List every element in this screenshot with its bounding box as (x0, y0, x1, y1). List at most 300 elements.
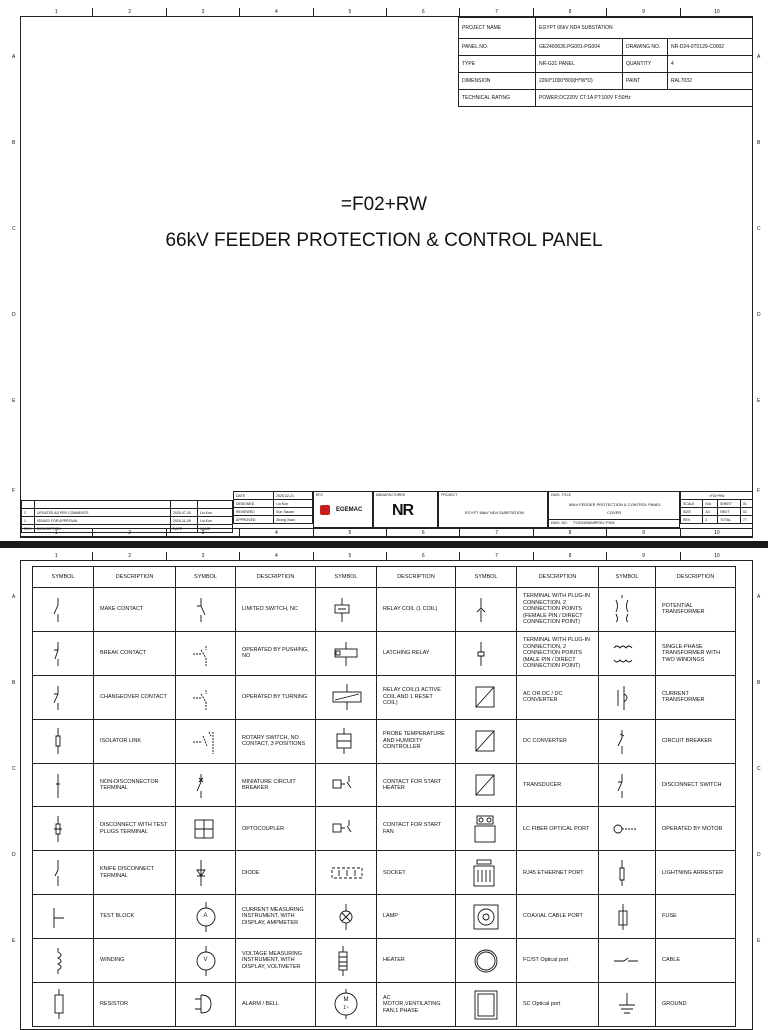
info-value: NR-D24-0T0129-C0002 (668, 39, 753, 56)
column-marker: 5 (314, 8, 387, 16)
info-value: EGYPT 66kV ND4 SUBSTATION (536, 18, 753, 39)
egemac-logo (320, 505, 330, 515)
project-info-table (458, 17, 753, 107)
project-label: PROJECT (441, 493, 458, 497)
approval-row (234, 508, 313, 516)
info-label: TYPE (459, 56, 536, 73)
description-cell: RJ45 ETHERNET PORT (517, 851, 599, 895)
symbol-cell (176, 851, 236, 895)
symbol-cell (456, 939, 517, 983)
description-cell: OPERATED BY PUSHING, NO (236, 631, 316, 675)
manufacturer-label: MANUFACTURER (376, 493, 406, 497)
meta-key: SHEET (718, 500, 741, 508)
description-cell: MAKE CONTACT (94, 588, 176, 632)
description-cell: CURRENT MEASURING INSTRUMENT, WITH DISPLAY, AMPMETER (236, 895, 316, 939)
description-cell: OPTOCOUPLER (236, 807, 316, 851)
fc-st-port-symbol (457, 944, 515, 978)
motor-letter: M (343, 997, 349, 1004)
drawing-title-block (548, 491, 680, 528)
column-marker: 3 (167, 8, 240, 16)
meta-key: SIZE (681, 508, 703, 516)
column-marker: 9 (607, 529, 680, 537)
description-cell: SOCKET (377, 851, 456, 895)
approval-value: Zhong Xiaoi (274, 516, 313, 524)
info-value: POWER:DC220V CT:1A PT:100V F:50Hz (536, 90, 753, 107)
legend-row (33, 719, 736, 763)
column-marker: 7 (460, 552, 533, 560)
description-cell: LC FIBER OPTICAL PORT (517, 807, 599, 851)
lamp-symbol (317, 900, 375, 934)
symbol-cell (33, 895, 94, 939)
lc-fiber-port-symbol (457, 812, 515, 846)
symbol-cell (316, 939, 377, 983)
approval-role: APPROVED (234, 516, 274, 524)
row-marker: E (757, 938, 761, 944)
description-cell: HEATER (377, 939, 456, 983)
description-cell: CONTACT FOR START FAN (377, 807, 456, 851)
info-value: 2260*1000*800(H*W*D) (536, 73, 623, 90)
heater-symbol (317, 944, 375, 978)
project-value: EGYPT 66kV ND4 SUBSTATION (465, 510, 524, 515)
symbol-cell (176, 895, 236, 939)
description-cell: LAMP (377, 895, 456, 939)
description-column-header: DESCRIPTION (236, 567, 316, 588)
description-cell: VOLTAGE MEASURING INSTRUMENT, WITH DISPLAY, VOLTMETER (236, 939, 316, 983)
info-label: DRAWING NO. (623, 39, 668, 56)
row-marker: C (757, 766, 761, 772)
symbol-cell (316, 807, 377, 851)
column-marker: 1 (20, 552, 93, 560)
column-marker: 6 (387, 8, 460, 16)
symbol-cell (176, 631, 236, 675)
symbol-cell (176, 983, 236, 1027)
mcb-symbol (177, 768, 234, 802)
symbol-cell (599, 631, 656, 675)
meta-row (681, 516, 753, 524)
row-marker: B (757, 140, 761, 146)
info-label: TECHNICAL RATING (459, 90, 536, 107)
revision-col-header: DATE (171, 525, 198, 533)
resistor-symbol (34, 987, 92, 1021)
description-cell: TERMINAL WITH PLUG-IN CONNECTION, 2 CONNECTION POINTS (MALE PIN / DIRECT CONNECTION POINT) (517, 631, 599, 675)
test-plug-terminal-symbol (34, 812, 92, 846)
symbol-cell (456, 807, 517, 851)
description-cell: RELAY COIL(1 ACTIVE COIL AND 1 RESET COIL) (377, 675, 456, 719)
rj45-port-symbol (457, 856, 515, 890)
approval-value: Sun Xiaoan (274, 508, 313, 516)
row-marker: B (12, 140, 16, 146)
symbol-cell (316, 851, 377, 895)
legend-row (33, 939, 736, 983)
fan-contact-symbol (317, 812, 375, 846)
row-marker: A (757, 594, 761, 600)
info-row (459, 73, 753, 90)
symbol-cell (599, 719, 656, 763)
info-label: PANEL NO. (459, 39, 536, 56)
latching-relay-symbol (317, 636, 375, 670)
column-marker: 7 (460, 8, 533, 16)
revision-name: Liu Kun (198, 517, 233, 525)
fuse-symbol (600, 900, 654, 934)
description-cell: FC/ST Optical port (517, 939, 599, 983)
revision-description: UPDATED AS PER COMMENTS (35, 509, 171, 517)
row-marker: B (12, 680, 16, 686)
description-cell: DISCONNECT WITH TEST PLUGS TERMINAL (94, 807, 176, 851)
info-value: RAL7032 (668, 73, 753, 90)
approval-value: Liu Kun (274, 500, 313, 508)
row-marker: D (757, 852, 761, 858)
description-cell: OPERATED BY MOTOR (656, 807, 736, 851)
revision-header (22, 525, 233, 533)
symbol-cell (176, 763, 236, 807)
terminal-female-symbol (457, 592, 515, 626)
description-cell: ISOLATOR LINK (94, 719, 176, 763)
optocoupler-symbol (177, 812, 234, 846)
meta-key: REV. (681, 516, 703, 524)
approval-row (234, 492, 313, 500)
column-marker: 6 (387, 529, 460, 537)
column-marker: 2 (93, 552, 166, 560)
symbol-cell (316, 675, 377, 719)
meter-letter: A (203, 912, 208, 919)
column-marker: 7 (460, 529, 533, 537)
cable-symbol (600, 944, 654, 978)
row-marker: A (12, 594, 16, 600)
symbol-column-header: SYMBOL (176, 567, 236, 588)
symbol-column-header: SYMBOL (33, 567, 94, 588)
symbol-cell (599, 763, 656, 807)
row-marker: E (12, 398, 16, 404)
turn-switch-symbol (177, 680, 234, 714)
project-block (438, 491, 548, 528)
meta-key: SCALE (681, 500, 703, 508)
description-cell: PROBE TEMPERATURE AND HUMIDITY CONTROLLER (377, 719, 456, 763)
row-marker: C (12, 766, 16, 772)
revision-col-header: DESCRIPTION (35, 525, 171, 533)
description-cell: SC Optical port (517, 983, 599, 1027)
symbol-cell (316, 983, 377, 1027)
row-marker: A (757, 54, 761, 60)
knife-terminal-symbol (34, 856, 92, 890)
voltmeter-symbol (177, 944, 234, 978)
column-marker: 5 (314, 552, 387, 560)
symbol-cell (176, 939, 236, 983)
description-cell: MINIATURE CIRCUIT BREAKER (236, 763, 316, 807)
epc-block (313, 491, 373, 528)
description-cell: AC MOTOR,VENTILATING FAN,1 PHASE (377, 983, 456, 1027)
info-label: DIMENSION (459, 73, 536, 90)
revision-number: 1 (22, 517, 35, 525)
legend-row (33, 895, 736, 939)
ground-symbol (600, 987, 654, 1021)
description-cell: BREAK CONTACT (94, 631, 176, 675)
motor-operated-symbol (600, 812, 654, 846)
symbol-cell (599, 983, 656, 1027)
break-contact-symbol (34, 636, 92, 670)
legend-row (33, 588, 736, 632)
motor-phase: 1~ (343, 1005, 349, 1012)
sheet-code: =F02+RW (681, 492, 753, 500)
description-cell: TEST BLOCK (94, 895, 176, 939)
revision-table (21, 500, 233, 533)
description-cell: DIODE (236, 851, 316, 895)
column-marker: 10 (714, 9, 720, 15)
symbol-cell (316, 588, 377, 632)
symbol-cell (456, 588, 517, 632)
revision-number: 2 (22, 509, 35, 517)
relay-dual-coil-symbol (317, 680, 375, 714)
push-switch-symbol (177, 636, 234, 670)
row-marker: F (757, 488, 761, 494)
current-transformer-symbol (600, 680, 654, 714)
nr-logo: NR (392, 502, 414, 519)
coaxial-port-symbol (457, 900, 515, 934)
symbol-cell (456, 763, 517, 807)
meta-value: 01 (740, 500, 752, 508)
symbol-cell (33, 939, 94, 983)
row-marker: B (757, 680, 761, 686)
non-disconnect-terminal-symbol (34, 768, 92, 802)
sheet-meta-table (680, 491, 753, 524)
lightning-arrester-symbol (600, 856, 654, 890)
info-label: PAINT (623, 73, 668, 90)
legend-row (33, 807, 736, 851)
revision-description: ISSUED FOR APPROVAL (35, 517, 171, 525)
description-cell: FUSE (656, 895, 736, 939)
ac-dc-converter-symbol (457, 680, 515, 714)
symbol-cell (599, 675, 656, 719)
potential-transformer-symbol (600, 592, 654, 626)
symbol-cell (456, 895, 517, 939)
symbol-cell (176, 719, 236, 763)
meter-letter: V (203, 956, 208, 963)
symbol-cell (33, 763, 94, 807)
row-marker: D (757, 312, 761, 318)
column-marker: 4 (240, 8, 313, 16)
description-cell: CIRCUIT BREAKER (656, 719, 736, 763)
column-marker: 8 (534, 529, 607, 537)
single-phase-transformer-symbol (600, 636, 654, 670)
column-marker: 9 (607, 8, 680, 16)
row-marker: A (12, 54, 16, 60)
panel-title: 66kV FEEDER PROTECTION & CONTROL PANEL (165, 230, 603, 251)
approval-row (234, 516, 313, 524)
symbol-cell (176, 807, 236, 851)
description-cell: WINDING (94, 939, 176, 983)
description-cell: TRANSDUCER (517, 763, 599, 807)
description-cell: SINGLE-PHASE TRANSFORMER WITH TWO WINDINGS (656, 631, 736, 675)
disconnect-switch-symbol (600, 768, 654, 802)
socket-symbol (317, 856, 375, 890)
info-row (459, 39, 753, 56)
column-marker: 4 (240, 552, 313, 560)
description-cell: GROUND (656, 983, 736, 1027)
symbol-column-header: SYMBOL (456, 567, 517, 588)
description-cell: DC CONVERTER (517, 719, 599, 763)
info-row (459, 56, 753, 73)
description-cell: COAXIAL CABLE PORT (517, 895, 599, 939)
symbol-cell (316, 895, 377, 939)
symbol-cell (33, 588, 94, 632)
dwg-title: 66kV FEEDER PROTECTION & CONTROL PANEL (569, 502, 662, 507)
column-marker: 3 (167, 552, 240, 560)
symbol-cell (33, 851, 94, 895)
symbol-cell (599, 588, 656, 632)
column-marker: 5 (314, 529, 387, 537)
symbol-cell (316, 631, 377, 675)
legend-row (33, 851, 736, 895)
transducer-symbol (457, 768, 515, 802)
test-block-symbol (34, 900, 92, 934)
column-marker: 9 (607, 552, 680, 560)
column-marker: 10 (714, 530, 720, 536)
isolator-link-symbol (34, 724, 92, 758)
column-marker: 2 (93, 8, 166, 16)
revision-col-header: NAME (198, 525, 233, 533)
epc-name: EGEMAC (336, 507, 363, 513)
make-contact-symbol (34, 592, 92, 626)
info-row (459, 18, 753, 39)
description-cell: LIGHTNING ARRESTER (656, 851, 736, 895)
meta-value: 2 (703, 516, 718, 524)
description-cell: ROTARY SWITCH, NO CONTACT, 3 POSITIONS (236, 719, 316, 763)
symbol-cell (176, 675, 236, 719)
legend-row (33, 983, 736, 1027)
description-cell: LIMITED SWITCH, NC (236, 588, 316, 632)
revision-row (22, 509, 233, 517)
description-cell: DISCONNECT SWITCH (656, 763, 736, 807)
column-marker: 4 (240, 529, 313, 537)
symbol-cell (33, 983, 94, 1027)
legend-row (33, 763, 736, 807)
circuit-breaker-symbol (600, 724, 654, 758)
symbol-cell (33, 631, 94, 675)
revision-col-header: REV. (22, 525, 35, 533)
symbol-cell (599, 939, 656, 983)
description-cell: AC OR DC / DC CONVERTER (517, 675, 599, 719)
meta-key: TOTAL (718, 516, 741, 524)
meta-value: N/A (703, 500, 718, 508)
row-marker: F (12, 488, 16, 494)
info-value: NR-G31 PANEL (536, 56, 623, 73)
symbol-cell (599, 895, 656, 939)
description-column-header: DESCRIPTION (377, 567, 456, 588)
approval-role: DATE (234, 492, 274, 500)
row-marker: D (12, 852, 16, 858)
temp-humidity-controller-symbol (317, 724, 375, 758)
revision-date: 2025-07-30 (171, 509, 198, 517)
dwg-no-label: DWG. NO. (551, 521, 568, 525)
symbol-column-header: SYMBOL (599, 567, 656, 588)
winding-symbol (34, 944, 92, 978)
approval-row (234, 500, 313, 508)
approval-table (233, 491, 313, 524)
info-label: PROJECT NAME (459, 18, 536, 39)
row-marker: E (12, 938, 16, 944)
meta-key: NEXT (718, 508, 741, 516)
description-cell: CONTACT FOR START HEATER (377, 763, 456, 807)
legend-row (33, 631, 736, 675)
column-marker: 3 (167, 529, 240, 537)
symbol-cell (176, 588, 236, 632)
description-cell: NON-DISCONNECTOR TERMINAL (94, 763, 176, 807)
column-marker: 1 (20, 8, 93, 16)
info-row (459, 90, 753, 107)
symbol-cell (456, 631, 517, 675)
epc-label: EPC (316, 493, 324, 497)
info-label: QUANTITY (623, 56, 668, 73)
revision-name: Liu Kun (198, 509, 233, 517)
column-marker: 2 (93, 529, 166, 537)
heater-contact-symbol (317, 768, 375, 802)
relay-coil-symbol (317, 592, 375, 626)
column-marker: 8 (534, 8, 607, 16)
approval-role: DESIGNED (234, 500, 274, 508)
dwg-no: TY2024066NRP001~P004 (573, 521, 615, 525)
sc-port-symbol (457, 987, 515, 1021)
meta-row (681, 500, 753, 508)
description-cell: RESISTOR (94, 983, 176, 1027)
revision-row (22, 517, 233, 525)
row-marker: C (757, 226, 761, 232)
info-value: GE2400636.PG001-PG004 (536, 39, 623, 56)
description-cell: CURRENT TRANSFORMER (656, 675, 736, 719)
description-cell: ALARM / BELL (236, 983, 316, 1027)
meta-value: 02 (740, 508, 752, 516)
info-value: 4 (668, 56, 753, 73)
symbol-cell (599, 807, 656, 851)
approval-value: 2025-02-21 (274, 492, 313, 500)
symbol-cell (33, 719, 94, 763)
symbol-cell (456, 983, 517, 1027)
revision-date: 2024-11-09 (171, 517, 198, 525)
ammeter-symbol (177, 900, 234, 934)
dwg-subtitle: COVER (607, 510, 622, 515)
symbol-cell (316, 719, 377, 763)
description-cell: OPERATED BY TURNING (236, 675, 316, 719)
column-marker: 1 (20, 529, 93, 537)
symbol-cell (456, 719, 517, 763)
limit-switch-nc-symbol (177, 592, 234, 626)
symbol-cell (316, 763, 377, 807)
manufacturer-block (373, 491, 438, 528)
dwg-title-label: DWG. TITLE (551, 493, 571, 497)
column-marker: 6 (387, 552, 460, 560)
symbol-cell (33, 675, 94, 719)
description-cell: CABLE (656, 939, 736, 983)
terminal-male-symbol (457, 636, 515, 670)
meta-row (681, 508, 753, 516)
changeover-contact-symbol (34, 680, 92, 714)
column-marker: 10 (714, 553, 720, 559)
sheet-divider (0, 541, 768, 548)
description-column-header: DESCRIPTION (94, 567, 176, 588)
description-cell: RELAY COIL (1 COIL) (377, 588, 456, 632)
symbol-cell (456, 851, 517, 895)
description-cell: LATCHING RELAY (377, 631, 456, 675)
ac-motor-symbol (317, 987, 375, 1021)
panel-code: =F02+RW (340, 194, 428, 215)
symbol-cell (456, 675, 517, 719)
rotary-switch-symbol (177, 724, 234, 758)
row-marker: C (12, 226, 16, 232)
alarm-bell-symbol (177, 987, 234, 1021)
description-column-header: DESCRIPTION (517, 567, 599, 588)
row-marker: E (757, 398, 761, 404)
dc-converter-symbol (457, 724, 515, 758)
meta-value: A4 (703, 508, 718, 516)
symbol-cell (33, 807, 94, 851)
